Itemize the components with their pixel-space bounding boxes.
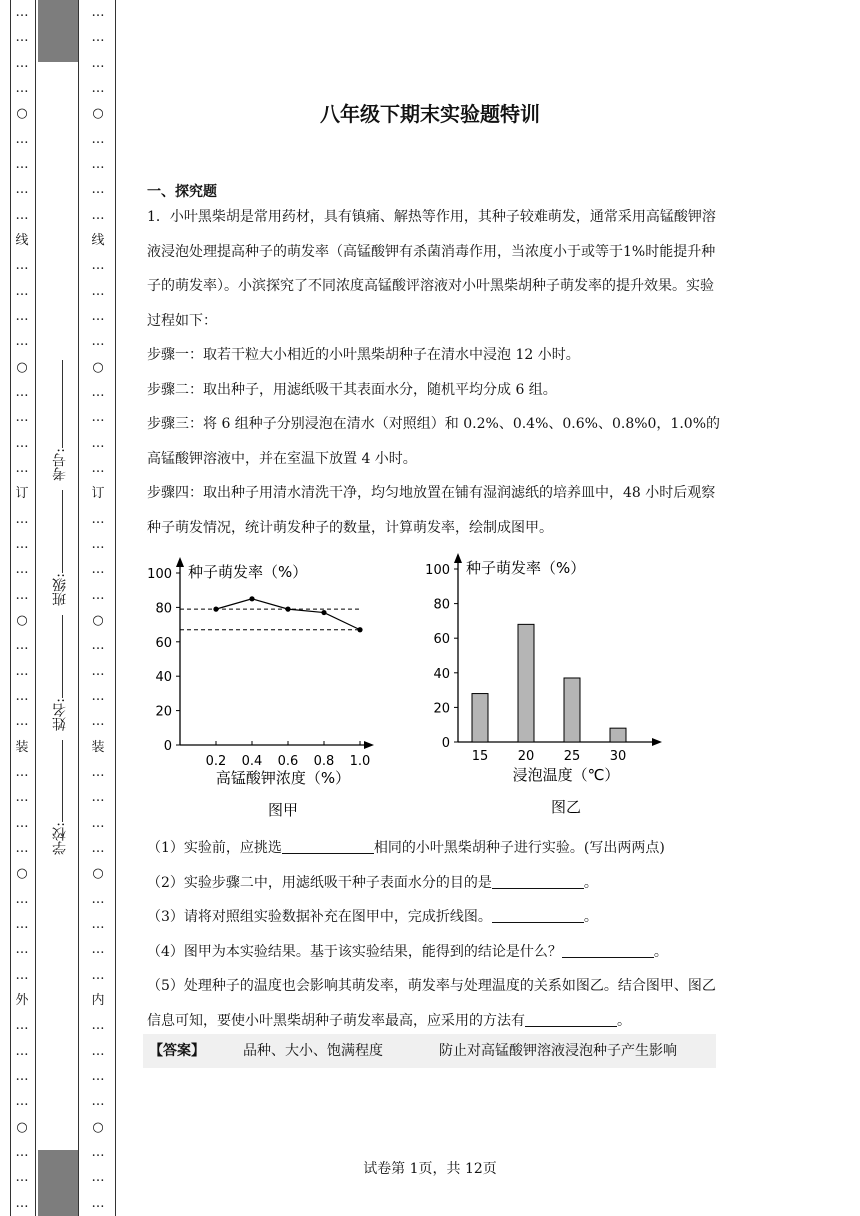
seal-dots: … (15, 309, 29, 325)
seal-dots: … (91, 714, 105, 730)
seal-dots: … (91, 967, 105, 983)
y-axis-title: 种子萌发率（%） (466, 559, 586, 577)
x-tick-label: 25 (563, 749, 581, 764)
seal-char: 装 (15, 739, 29, 755)
seal-char: 订 (15, 486, 29, 502)
seal-circle: ○ (92, 359, 104, 375)
seal-dots: … (91, 562, 105, 578)
seal-circle: ○ (16, 106, 28, 122)
seal-dots: … (15, 1018, 29, 1034)
bar (564, 678, 580, 742)
page-title: 八年级下期末实验题特训 (320, 102, 540, 126)
seal-dots: … (91, 942, 105, 958)
data-point (213, 607, 218, 612)
section-heading: 一、探究题 (147, 184, 217, 200)
seal-dots: … (15, 1170, 29, 1186)
seal-char: 订 (91, 486, 105, 502)
x-tick-label: 30 (609, 749, 627, 764)
seal-dots: … (15, 967, 29, 983)
class-label: 班级: (52, 573, 68, 606)
seal-dots: … (91, 916, 105, 932)
seal-dots: … (15, 334, 29, 350)
seal-dots: … (15, 207, 29, 223)
page-footer: 试卷第 1页，共 12页 (363, 1161, 497, 1177)
seal-dots: … (91, 638, 105, 654)
answer-label: 【答案】 (149, 1043, 205, 1059)
sub-question-2: （2）实验步骤二中，用滤纸吸干种子表面水分的目的是 。 (147, 874, 598, 891)
y-tick-label: 20 (155, 704, 172, 720)
seal-dots: … (91, 1094, 105, 1110)
seal-dots: … (91, 157, 105, 173)
seal-dots: … (91, 435, 105, 451)
data-point (321, 610, 326, 615)
seal-dots: … (91, 1195, 105, 1211)
seal-dots: … (91, 5, 105, 21)
x-tick-label: 0.8 (313, 754, 335, 769)
seal-dots: … (91, 207, 105, 223)
seal-dots: … (15, 385, 29, 401)
y-tick-label: 0 (163, 739, 172, 754)
seal-dots: … (91, 182, 105, 198)
seal-dots: … (91, 334, 105, 350)
x-tick-label: 0.2 (205, 754, 227, 769)
seal-dots: … (91, 410, 105, 426)
seal-dots: … (91, 1144, 105, 1160)
sub-question-1: （1）实验前，应挑选 相同的小叶黑柴胡种子进行实验。(写出两两点) (147, 840, 665, 856)
seal-circle: ○ (16, 613, 28, 629)
seal-char: 内 (91, 992, 105, 1008)
sub-question-4: （4）图甲为本实验结果。基于该实验结果，能得到的结论是什么？ 。 (147, 943, 668, 960)
y-tick-label: 80 (433, 597, 450, 613)
seal-dots: … (91, 765, 105, 780)
seal-char: 线 (15, 233, 29, 249)
seal-dots: … (91, 55, 105, 71)
seal-dots: … (91, 283, 105, 299)
data-point (285, 607, 290, 612)
seal-dots: … (15, 537, 29, 553)
y-tick-label: 40 (433, 666, 450, 682)
seal-dots: … (15, 689, 29, 705)
seal-dots: … (15, 258, 29, 274)
seal-dots: … (91, 1018, 105, 1034)
chart-yi (425, 540, 685, 825)
seal-dots: … (15, 435, 29, 451)
seal-dots: … (91, 663, 105, 679)
seal-dots: … (15, 815, 29, 831)
seal-circle: ○ (92, 866, 104, 882)
x-axis-title: 高锰酸钾浓度（%） (215, 769, 351, 787)
seal-dots: … (15, 5, 29, 21)
seal-dots: … (15, 131, 29, 147)
y-tick-label: 60 (433, 632, 450, 648)
question-intro: 1．小叶黑柴胡是常用药材，具有镇痛、解热等作用，其种子较难萌发，通常采用高锰酸钾溶液浸泡处理提高种子的萌发率（高锰酸钾有杀菌消毒作用，当浓度小于或等于1%时能提升种子的萌发率）。小滨探究了不同浓度高锰酸评溶液对小叶黑柴胡种子萌发率的提升效果。实验过程如下： (147, 209, 716, 329)
seal-dots: … (15, 891, 29, 907)
seal-dots: … (91, 30, 105, 46)
y-axis-arrow (454, 553, 462, 563)
seal-dots: … (15, 587, 29, 603)
seal-dots: … (91, 537, 105, 553)
x-tick-label: 0.4 (241, 754, 263, 769)
y-tick-label: 100 (147, 567, 172, 582)
step-3: 步骤三：将 6 组种子分别浸泡在清水（对照组）和 0.2%、0.4%、0.6%、0.8%0，1.0%的高锰酸钾溶液中，并在室温下放置 4 小时。 (147, 416, 721, 467)
answer-box (143, 1034, 716, 1068)
seal-dots: … (91, 385, 105, 401)
charts (147, 540, 707, 830)
seal-dots: … (15, 182, 29, 198)
seal-dots: … (91, 815, 105, 831)
seal-dots: … (91, 1043, 105, 1059)
answer-1: 品种、大小、饱满程度 (243, 1043, 383, 1059)
seal-dots: … (15, 916, 29, 932)
seal-dots: … (15, 1068, 29, 1084)
bar (610, 728, 626, 742)
x-tick-label: 15 (471, 749, 489, 764)
y-tick-label: 80 (155, 601, 172, 617)
y-tick-label: 60 (155, 635, 172, 651)
seal-dots: … (15, 410, 29, 426)
seal-dots: … (15, 157, 29, 173)
seal-dots: … (91, 840, 105, 856)
seal-dots: … (15, 562, 29, 578)
x-tick-label: 0.6 (277, 754, 299, 769)
seal-circle: ○ (92, 613, 104, 629)
data-point (357, 627, 362, 632)
seal-dots: … (15, 30, 29, 46)
inner-seal-marks (89, 0, 107, 1216)
x-tick-label: 20 (517, 749, 535, 764)
chart-caption: 图甲 (267, 801, 299, 819)
seal-dots: … (15, 1195, 29, 1211)
x-tick-label: 1.0 (349, 754, 371, 769)
x-axis-arrow (652, 738, 662, 746)
name-label: 姓名: (52, 698, 68, 731)
seal-dots: … (91, 258, 105, 274)
school-label: 学校: (52, 822, 68, 855)
seal-dots: … (15, 714, 29, 730)
seal-circle: ○ (16, 1119, 28, 1135)
seal-dots: … (15, 461, 29, 477)
question-body (147, 200, 722, 545)
seal-dots: … (15, 283, 29, 299)
sub-question-5: （5）处理种子的温度也会影响其萌发率，萌发率与处理温度的关系如图乙。结合图甲、图乙信息可知，要使小叶黑柴胡种子萌发率最高，应采用的方法有 。 (147, 978, 716, 1029)
data-point (249, 596, 254, 601)
seal-dots: … (15, 765, 29, 780)
seal-dots: … (15, 790, 29, 806)
seal-dots: … (91, 587, 105, 603)
y-tick-label: 40 (155, 670, 172, 686)
seal-dots: … (15, 942, 29, 958)
chart-caption: 图乙 (550, 798, 582, 816)
seal-dots: … (15, 1144, 29, 1160)
bar (472, 694, 488, 742)
seal-char: 外 (15, 992, 29, 1008)
seal-dots: … (15, 511, 29, 527)
seal-dots: … (15, 55, 29, 71)
exam-no-label: 考号: (52, 448, 68, 481)
seal-dots: … (15, 1043, 29, 1059)
seal-dots: … (91, 81, 105, 97)
y-axis-title: 种子萌发率（%） (188, 563, 308, 581)
seal-dots: … (91, 309, 105, 325)
outer-seal-marks (13, 0, 31, 1216)
seal-dots: … (91, 1068, 105, 1084)
bar (518, 624, 534, 742)
seal-dots: … (15, 663, 29, 679)
answer-2: 防止对高锰酸钾溶液浸泡种子产生影响 (439, 1043, 677, 1059)
y-tick-label: 100 (425, 563, 450, 578)
x-axis-title: 浸泡温度（℃） (512, 766, 620, 784)
seal-dots: … (91, 511, 105, 527)
y-tick-label: 0 (441, 736, 450, 751)
seal-dots: … (15, 638, 29, 654)
seal-circle: ○ (16, 866, 28, 882)
seal-char: 线 (91, 233, 105, 249)
seal-circle: ○ (92, 1119, 104, 1135)
y-axis-arrow (176, 557, 184, 567)
sub-question-3: （3）请将对照组实验数据补充在图甲中，完成折线图。 。 (147, 909, 598, 925)
seal-char: 装 (91, 739, 105, 755)
seal-dots: … (15, 840, 29, 856)
chart-jia (147, 540, 397, 825)
student-info (40, 60, 78, 1150)
sub-questions (147, 831, 722, 1038)
seal-dots: … (15, 1094, 29, 1110)
seal-dots: … (91, 131, 105, 147)
step-1: 步骤一：取若干粒大小相近的小叶黑柴胡种子在清水中浸泡 12 小时。 (147, 347, 580, 363)
seal-circle: ○ (92, 106, 104, 122)
step-4: 步骤四：取出种子用清水清洗干净，均匀地放置在铺有湿润滤纸的培养皿中，48 小时后观察种子萌发情况，统计萌发种子的数量，计算萌发率，绘制成图甲。 (147, 485, 716, 536)
seal-dots: … (91, 689, 105, 705)
seal-dots: … (91, 461, 105, 477)
seal-circle: ○ (16, 359, 28, 375)
x-axis-arrow (364, 741, 374, 749)
seal-dots: … (91, 790, 105, 806)
series-line (216, 599, 360, 630)
seal-dots: … (91, 891, 105, 907)
seal-dots: … (15, 81, 29, 97)
y-tick-label: 20 (433, 701, 450, 717)
seal-dots: … (91, 1170, 105, 1186)
step-2: 步骤二：取出种子，用滤纸吸干其表面水分，随机平均分成 6 组。 (147, 381, 557, 398)
